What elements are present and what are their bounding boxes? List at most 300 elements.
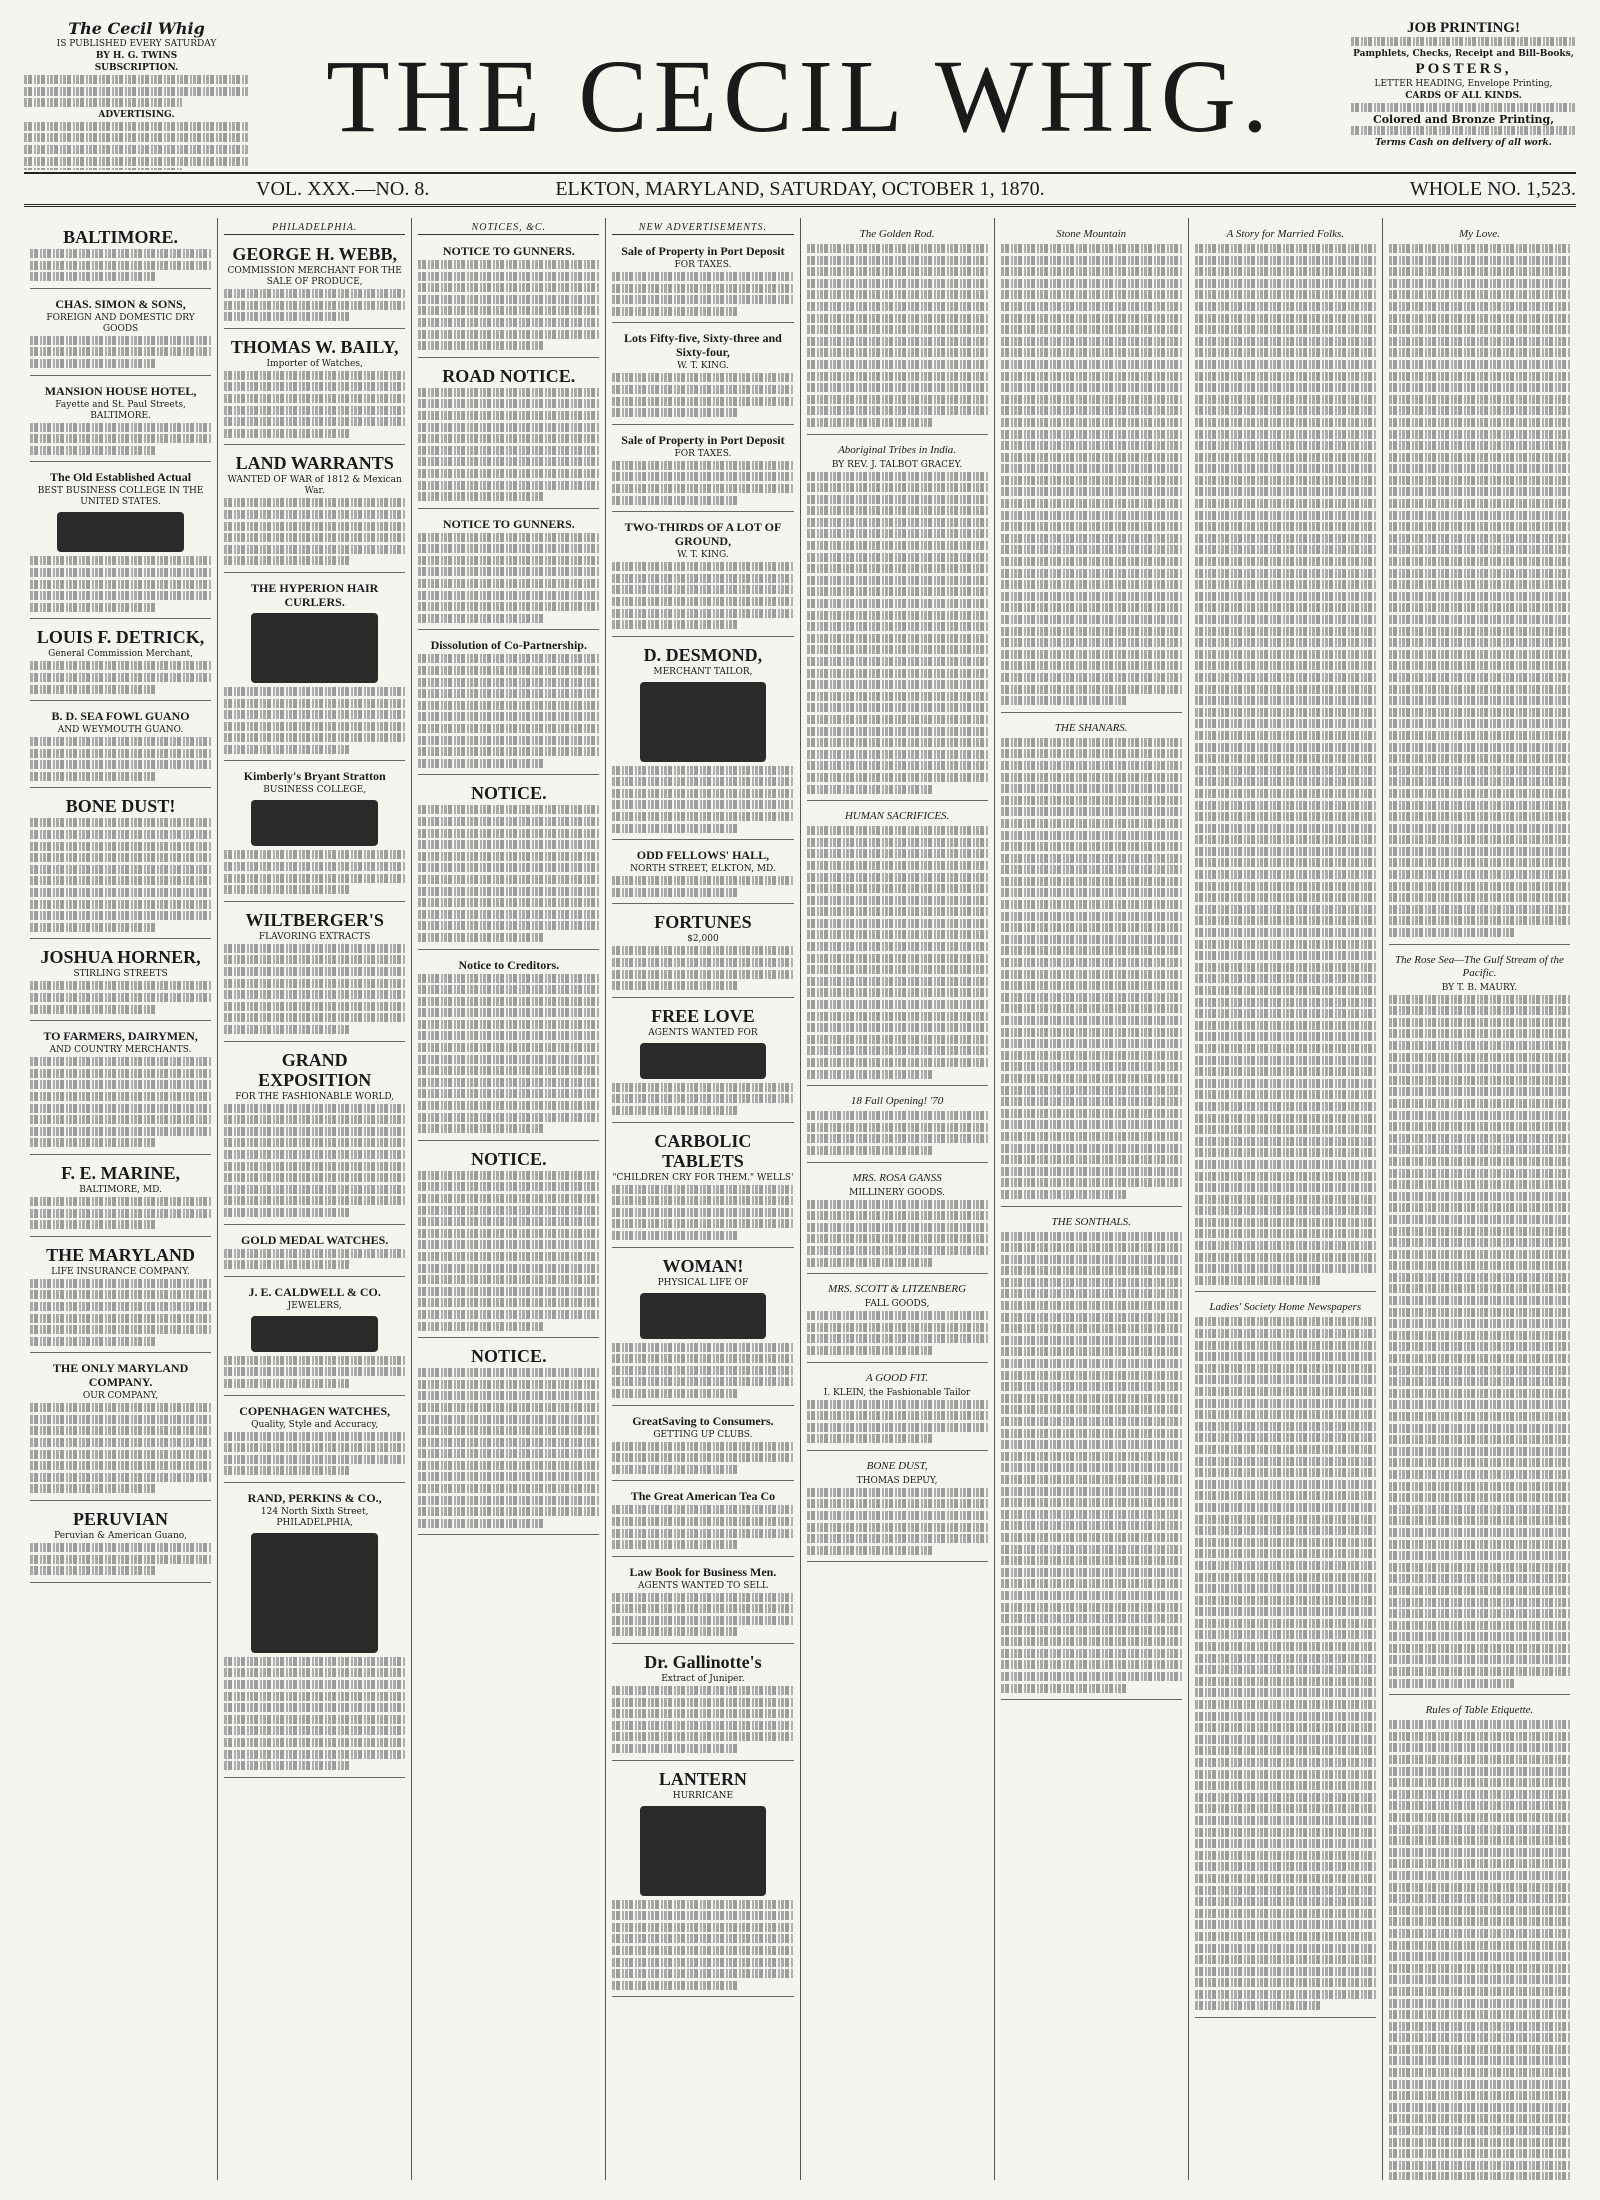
text-line xyxy=(1389,1342,1570,1351)
article-block xyxy=(30,791,211,939)
block-heading: GreatSaving to Consumers. xyxy=(632,1413,774,1428)
text-line xyxy=(224,1703,405,1712)
text-line xyxy=(807,256,988,265)
text-line xyxy=(1389,1389,1570,1398)
text-line xyxy=(612,609,793,618)
text-line xyxy=(612,1219,793,1228)
block-subheading: "CHILDREN CRY FOR THEM." WELLS' xyxy=(612,1172,794,1183)
text-line xyxy=(612,1231,739,1240)
text-line xyxy=(612,1969,793,1978)
whole-number: WHOLE NO. 1,523. xyxy=(1409,178,1576,200)
text-line xyxy=(30,1415,211,1424)
text-line xyxy=(612,812,793,821)
text-line xyxy=(224,1150,405,1159)
text-line xyxy=(1389,1296,1570,1305)
text-line xyxy=(1389,430,1570,439)
text-line xyxy=(1001,1591,1182,1600)
text-line xyxy=(1389,1964,1570,1973)
text-line xyxy=(1389,1331,1570,1340)
text-line xyxy=(1389,801,1570,810)
text-line xyxy=(1195,1317,1376,1326)
text-line xyxy=(1389,777,1570,786)
article-block xyxy=(224,576,405,762)
text-line xyxy=(418,863,599,872)
column-2 xyxy=(218,218,412,2180)
block-heading: TO FARMERS, DAIRYMEN, xyxy=(43,1029,198,1044)
block-heading: LAND WARRANTS xyxy=(235,453,394,474)
text-line xyxy=(1001,499,1182,508)
text-line xyxy=(224,1379,351,1388)
text-line xyxy=(807,495,988,504)
text-line xyxy=(1001,1086,1182,1095)
text-line xyxy=(224,1127,405,1136)
text-line xyxy=(807,622,988,631)
text-line xyxy=(1001,1347,1182,1356)
text-line xyxy=(1001,1336,1182,1345)
text-line xyxy=(1195,1090,1376,1099)
block-subheading: FLAVORING EXTRACTS xyxy=(258,931,371,942)
text-line xyxy=(224,1466,351,1475)
text-line xyxy=(30,830,211,839)
job-printing-line-3: LETTER HEADING, Envelope Printing, xyxy=(1374,78,1553,89)
text-line xyxy=(1195,1804,1376,1813)
text-line xyxy=(1195,1056,1376,1065)
text-line xyxy=(1195,1967,1376,1976)
column-3 xyxy=(412,218,606,2180)
text-line xyxy=(1389,1424,1570,1433)
block-heading: Lots Fifty-five, Sixty-three and Sixty-four, xyxy=(624,331,782,360)
text-line xyxy=(1001,1097,1182,1106)
text-line xyxy=(1001,1626,1182,1635)
text-line xyxy=(1389,418,1570,427)
text-line xyxy=(612,1389,739,1398)
text-line xyxy=(1001,1039,1182,1048)
text-line xyxy=(1389,1227,1570,1236)
text-line xyxy=(1389,279,1570,288)
text-line xyxy=(807,1035,988,1044)
text-line xyxy=(1195,1816,1376,1825)
text-line xyxy=(1001,773,1182,782)
article-block xyxy=(30,704,211,788)
block-heading: BALTIMORE. xyxy=(63,227,178,247)
text-line xyxy=(224,545,405,554)
article-block xyxy=(30,222,211,289)
text-line xyxy=(418,1008,599,1017)
column-1 xyxy=(24,218,218,2180)
text-line xyxy=(807,506,988,515)
text-line xyxy=(1389,1284,1570,1293)
text-line xyxy=(612,888,739,897)
text-line xyxy=(418,910,599,919)
text-line xyxy=(1195,766,1376,775)
text-line xyxy=(1389,244,1570,253)
block-heading: The Old Established Actual xyxy=(50,470,192,485)
text-line xyxy=(807,954,988,963)
text-line xyxy=(1001,1637,1182,1646)
text-line xyxy=(1389,1667,1570,1676)
job-printing-line-5: Colored and Bronze Printing, xyxy=(1372,113,1555,127)
text-line xyxy=(1001,1614,1182,1623)
text-line xyxy=(418,1484,599,1493)
text-line xyxy=(30,1209,211,1218)
text-line xyxy=(224,850,405,859)
text-line xyxy=(1195,1206,1376,1215)
columns-area xyxy=(24,218,1576,2180)
text-line xyxy=(418,974,599,983)
text-line xyxy=(418,689,599,698)
text-line xyxy=(1389,870,1570,879)
text-line xyxy=(807,302,988,311)
text-line xyxy=(30,1104,211,1113)
text-line xyxy=(30,434,211,443)
text-line xyxy=(612,385,793,394)
text-line xyxy=(1389,2045,1570,2054)
text-line xyxy=(1195,256,1376,265)
text-line xyxy=(1389,615,1570,624)
text-line xyxy=(1195,1665,1376,1674)
left-ear-advertising: ADVERTISING. xyxy=(98,109,175,120)
block-subheading: W. T. KING. xyxy=(677,550,729,561)
text-line xyxy=(30,1426,211,1435)
block-subheading: MERCHANT TAILOR, xyxy=(653,666,753,677)
text-line xyxy=(1195,1102,1376,1111)
text-line xyxy=(1389,1941,1570,1950)
text-line xyxy=(1389,395,1570,404)
text-line xyxy=(1195,870,1376,879)
text-line xyxy=(1389,2056,1570,2065)
text-line xyxy=(1001,1660,1182,1669)
text-line xyxy=(224,301,405,310)
block-heading: Ladies' Society Home Newspapers xyxy=(1209,1301,1362,1314)
text-line xyxy=(418,1403,599,1412)
text-line xyxy=(612,1106,739,1115)
text-line xyxy=(1001,314,1182,323)
text-line xyxy=(1195,395,1376,404)
text-line xyxy=(1195,1723,1376,1732)
text-line xyxy=(1001,406,1182,415)
text-line xyxy=(224,1657,405,1666)
text-line xyxy=(30,336,211,345)
block-heading: CHAS. SIMON & SONS, xyxy=(55,296,186,311)
text-line xyxy=(612,800,793,809)
text-line xyxy=(1195,1573,1376,1582)
text-line xyxy=(1389,1732,1570,1741)
text-line xyxy=(1389,824,1570,833)
block-subheading: NORTH STREET, ELKTON, MD. xyxy=(630,864,776,875)
text-line xyxy=(1001,749,1182,758)
text-line xyxy=(1001,935,1182,944)
text-line xyxy=(30,1325,211,1334)
text-line xyxy=(30,1566,157,1575)
block-heading: LANTERN xyxy=(658,1768,747,1789)
text-line xyxy=(612,1593,793,1602)
column-7 xyxy=(1189,218,1383,2180)
text-line xyxy=(807,884,988,893)
text-line xyxy=(224,510,405,519)
text-line xyxy=(30,1302,211,1311)
text-line xyxy=(30,1403,211,1412)
text-line xyxy=(1001,1051,1182,1060)
text-line xyxy=(1001,958,1182,967)
text-line xyxy=(1389,1261,1570,1270)
text-line xyxy=(1195,1241,1376,1250)
article-block xyxy=(224,1280,405,1396)
text-line xyxy=(30,1080,211,1089)
text-line xyxy=(1195,777,1376,786)
block-heading: Stone Mountain xyxy=(1056,228,1127,240)
block-heading: WOMAN! xyxy=(662,1255,744,1276)
article-block xyxy=(30,465,211,619)
text-line xyxy=(1389,348,1570,357)
text-line xyxy=(418,736,599,745)
text-line xyxy=(1195,290,1376,299)
text-line xyxy=(224,382,405,391)
text-line xyxy=(1389,1354,1570,1363)
text-line xyxy=(1195,893,1376,902)
text-line xyxy=(1195,1515,1376,1524)
text-line xyxy=(224,745,351,754)
text-line xyxy=(1195,476,1376,485)
block-heading: THE HYPERION HAIR CURLERS. xyxy=(251,580,379,609)
text-line xyxy=(24,133,249,142)
text-line xyxy=(1001,650,1182,659)
text-line xyxy=(1001,348,1182,357)
text-line xyxy=(1195,847,1376,856)
block-subheading: Fayette and St. Paul Streets, BALTIMORE. xyxy=(55,399,186,421)
text-line xyxy=(30,1290,211,1299)
text-line xyxy=(1389,1377,1570,1386)
text-line xyxy=(1195,1329,1376,1338)
block-subheading: FOR TAXES. xyxy=(674,448,732,459)
block-subheading: FOR TAXES. xyxy=(674,260,732,270)
text-line xyxy=(807,372,988,381)
text-line xyxy=(1001,1132,1182,1141)
text-line xyxy=(1195,522,1376,531)
text-line xyxy=(1389,708,1570,717)
text-line xyxy=(30,591,211,600)
text-line xyxy=(1389,1655,1570,1664)
text-line xyxy=(418,341,545,350)
text-line xyxy=(418,898,599,907)
article-block xyxy=(224,448,405,573)
text-line xyxy=(224,1738,405,1747)
text-line xyxy=(612,981,739,990)
text-line xyxy=(24,122,249,131)
text-line xyxy=(1195,1700,1376,1709)
text-line xyxy=(1195,1067,1376,1076)
text-line xyxy=(1195,1688,1376,1697)
text-line xyxy=(224,406,405,415)
text-line xyxy=(1001,1568,1182,1577)
block-subheading: MILLINERY GOODS. xyxy=(849,1187,946,1198)
text-line xyxy=(1195,1862,1376,1871)
block-heading: NOTICE TO GUNNERS. xyxy=(442,244,575,258)
text-line xyxy=(224,1249,405,1258)
text-line xyxy=(1195,1851,1376,1860)
text-line xyxy=(1001,580,1182,589)
block-subheading: FALL GOODS, xyxy=(864,1299,930,1310)
text-line xyxy=(1389,1871,1570,1880)
text-line xyxy=(30,556,211,565)
block-heading: THE SONTHALS. xyxy=(1051,1215,1131,1228)
text-line xyxy=(1001,1266,1182,1275)
text-line xyxy=(1389,1099,1570,1108)
text-line xyxy=(30,749,211,758)
text-line xyxy=(1001,1579,1182,1588)
text-line xyxy=(1195,1387,1376,1396)
text-line xyxy=(1389,928,1516,937)
text-line xyxy=(612,1900,793,1909)
text-line xyxy=(30,359,157,368)
text-line xyxy=(1389,812,1570,821)
text-line xyxy=(612,620,739,629)
text-line xyxy=(418,579,599,588)
text-line xyxy=(1389,743,1570,752)
text-line xyxy=(1195,1114,1376,1123)
text-line xyxy=(1389,1215,1570,1224)
text-line xyxy=(807,861,988,870)
text-line xyxy=(1195,1218,1376,1227)
column-header: NOTICES, &C. xyxy=(418,222,599,235)
text-line xyxy=(418,1438,599,1447)
text-line xyxy=(30,685,157,694)
article-block xyxy=(612,1560,793,1644)
text-line xyxy=(30,261,211,270)
dateline-bar xyxy=(24,172,1576,207)
text-line xyxy=(1389,1929,1570,1938)
text-line xyxy=(1195,1897,1376,1906)
article-block xyxy=(1001,1210,1182,1701)
dateline: ELKTON, MARYLAND, SATURDAY, OCTOBER 1, 1870. xyxy=(555,178,1045,200)
text-line xyxy=(1195,302,1376,311)
article-block xyxy=(224,1486,405,1778)
text-line xyxy=(224,967,405,976)
job-printing-line-1: Pamphlets, Checks, Receipt and Bill-Books, xyxy=(1353,48,1574,59)
text-line xyxy=(807,1423,988,1432)
text-line xyxy=(807,1200,988,1209)
text-line xyxy=(418,567,599,576)
text-line xyxy=(24,75,249,84)
block-subheading: FOR THE FASHIONABLE WORLD, xyxy=(235,1091,395,1102)
newspaper-title: THE CECIL WHIG. xyxy=(326,39,1274,154)
text-line xyxy=(30,673,211,682)
block-heading: THE SHANARS. xyxy=(1054,721,1128,734)
text-line xyxy=(1001,993,1182,1002)
text-line xyxy=(1001,673,1182,682)
text-line xyxy=(1389,1273,1570,1282)
text-line xyxy=(418,759,545,768)
job-printing-posters: POSTERS, xyxy=(1415,60,1512,77)
text-line xyxy=(1195,998,1376,1007)
text-line xyxy=(1389,1767,1570,1776)
text-line xyxy=(418,724,599,733)
text-line xyxy=(1001,395,1182,404)
engraving-illustration xyxy=(640,1806,767,1896)
text-line xyxy=(1389,696,1570,705)
text-line xyxy=(1389,1917,1570,1926)
text-line xyxy=(1001,453,1182,462)
text-line xyxy=(1389,1836,1570,1845)
text-line xyxy=(1001,1394,1182,1403)
text-line xyxy=(1389,1505,1570,1514)
text-line xyxy=(224,1115,405,1124)
text-line xyxy=(1001,592,1182,601)
text-line xyxy=(418,602,599,611)
left-ear-paper-name: The Cecil Whig xyxy=(68,20,205,38)
text-line xyxy=(1001,534,1182,543)
text-line xyxy=(224,1750,405,1759)
text-line xyxy=(1001,1190,1128,1199)
text-line xyxy=(1001,1475,1182,1484)
text-line xyxy=(612,1529,793,1538)
text-line xyxy=(1195,1410,1376,1419)
text-line xyxy=(1389,1894,1570,1903)
text-line xyxy=(1001,383,1182,392)
text-line xyxy=(1195,731,1376,740)
text-line xyxy=(30,1138,157,1147)
text-line xyxy=(1389,1493,1570,1502)
text-line xyxy=(1001,970,1182,979)
text-line xyxy=(1001,1649,1182,1658)
text-line xyxy=(418,1101,599,1110)
text-line xyxy=(1195,1276,1322,1285)
text-line xyxy=(612,1208,793,1217)
text-line xyxy=(807,1223,988,1232)
text-line xyxy=(1195,1549,1376,1558)
article-block xyxy=(1001,716,1182,1207)
text-line xyxy=(612,970,793,979)
text-line xyxy=(807,587,988,596)
block-heading: WILTBERGER'S xyxy=(245,909,384,930)
text-line xyxy=(807,773,988,782)
text-line xyxy=(807,314,988,323)
text-line xyxy=(1195,1125,1376,1134)
block-heading: GOLD MEDAL WATCHES. xyxy=(241,1232,389,1247)
text-line xyxy=(1001,1278,1182,1287)
block-subheading: WANTED OF WAR of 1812 & Mexican War. xyxy=(227,475,402,497)
block-heading: NOTICE. xyxy=(471,783,547,804)
block-subheading: JEWELERS, xyxy=(287,1300,342,1311)
text-line xyxy=(418,411,599,420)
text-line xyxy=(1001,1521,1182,1530)
text-line xyxy=(224,722,405,731)
text-line xyxy=(1389,1632,1570,1641)
block-subheading: $2,000 xyxy=(687,934,719,945)
text-line xyxy=(418,712,599,721)
text-line xyxy=(1389,673,1570,682)
text-line xyxy=(612,1923,793,1932)
text-line xyxy=(30,249,211,258)
text-line xyxy=(1389,522,1570,531)
text-line xyxy=(1001,1440,1182,1449)
text-line xyxy=(30,865,211,874)
text-line xyxy=(418,1066,599,1075)
text-line xyxy=(807,1123,988,1132)
text-line xyxy=(1389,719,1570,728)
text-line xyxy=(1389,2010,1570,2019)
text-line xyxy=(1195,1746,1376,1755)
block-subheading: AND WEYMOUTH GUANO. xyxy=(57,725,184,736)
block-heading: CARBOLIC TABLETS xyxy=(654,1130,752,1171)
block-subheading: OUR COMPANY, xyxy=(82,1391,159,1402)
text-line xyxy=(1389,1111,1570,1120)
text-line xyxy=(1001,807,1182,816)
article-block xyxy=(612,1409,793,1482)
column-header: PHILADELPHIA. xyxy=(224,222,405,235)
text-line xyxy=(1195,430,1376,439)
text-line xyxy=(1195,1839,1376,1848)
article-block xyxy=(30,379,211,463)
